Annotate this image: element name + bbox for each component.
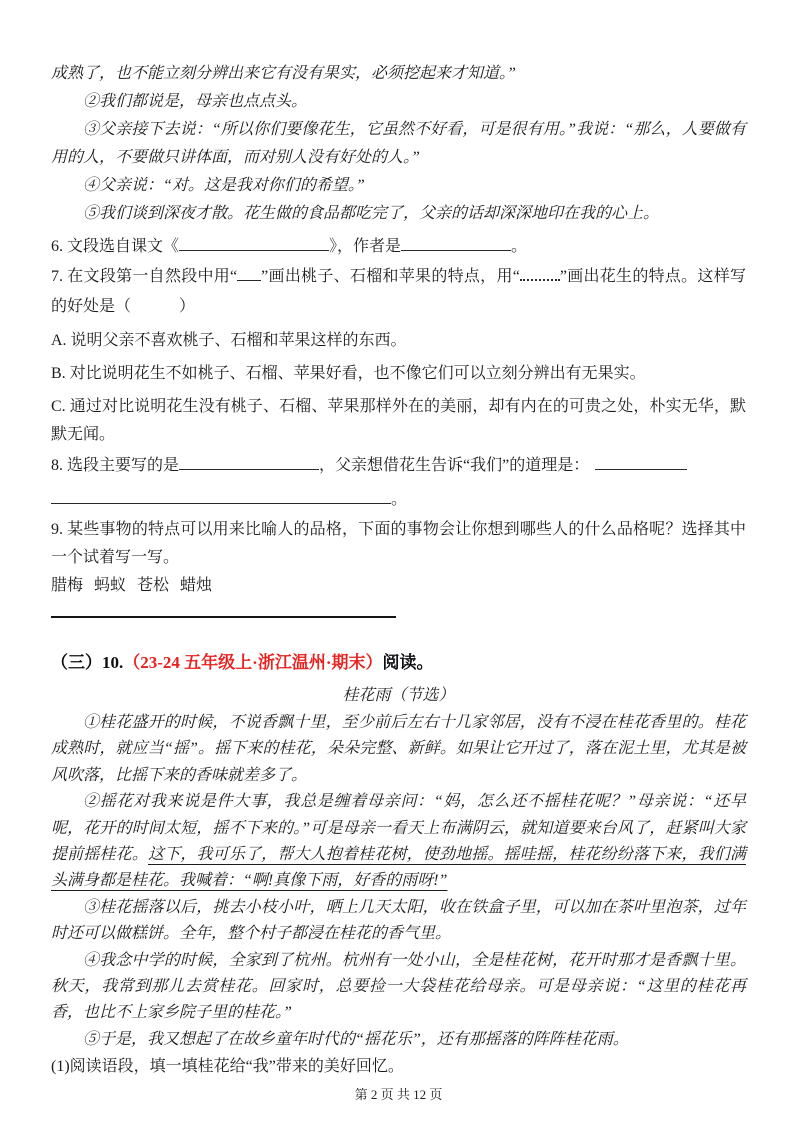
- answer-blank-lesson-continued: [51, 486, 391, 504]
- option-c: C. 通过对比说明花生没有桃子、石榴、苹果那样外在的美丽，却有内在的可贵之处，朴实无华，默默无闻。: [51, 398, 746, 443]
- passage-paragraph-3: ③桂花摇落以后，挑去小枝小叶，晒上几天太阳，收在铁盒子里，可以加在茶叶里泡茶，过年时还可以做糕饼。全年，整个村子都浸在桂花的香气里。: [51, 898, 746, 943]
- section-three-header: [51, 651, 746, 675]
- passage-paragraph-5: ⑤我们谈到深夜才散。花生做的食品都吃完了，父亲的话却深深地印在我的心上。: [83, 205, 660, 222]
- option-a: A. 说明父亲不喜欢桃子、石榴和苹果这样的东西。: [51, 332, 407, 349]
- passage-paragraph-5: ⑤于是，我又想起了在故乡童年时代的“摇花乐”，还有那摇落的阵阵桂花雨。: [83, 1030, 629, 1048]
- question-8-text: ，父亲想借花生告诉“我们”的道理是：: [319, 457, 590, 474]
- passage-paragraph-4: ④父亲说：“对。这是我对你们的希望。”: [83, 177, 365, 194]
- passage-paragraph-1: ①桂花盛开的时候，不说香飘十里，至少前后左右十几家邻居，没有不浸在桂花香里的。桂花成熟时，就应当“摇”。摇下来的桂花，朵朵完整、新鲜。如果让它开过了，落在泥土里，尤其是被风吹落，比摇下来的香味就差多了。: [51, 714, 746, 784]
- answer-blank-author: [401, 233, 511, 251]
- question-6-text: 。: [511, 238, 528, 255]
- page-number-footer: 第 2 页 共 12 页: [354, 1087, 443, 1103]
- passage-line: 成熟了，也不能立刻分辨出来它有没有果实，必须挖起来才知道。”: [51, 65, 516, 82]
- sub-question-1: (1)阅读语段，填一填桂花给“我”带来的美好回忆。: [51, 1058, 404, 1076]
- question-8-end: 。: [391, 491, 408, 508]
- answer-blank-lesson: [595, 452, 687, 470]
- solid-line-mark: [237, 263, 261, 281]
- answer-rule-line: [51, 616, 396, 618]
- question-7-text: 7. 在文段第一自然段中用“: [51, 268, 238, 285]
- section-three-label: （三）10.: [51, 653, 124, 672]
- passage-title: 桂花雨（节选）: [342, 687, 455, 704]
- passage-paragraph-4: ④我念中学的时候，全家到了杭州。杭州有一处小山，全是桂花树，花开时那才是香飘十里。秋天，我常到那儿去赏桂花。回家时，总要捡一大袋桂花给母亲。可是母亲说：“这里的桂花再香，也比不上家乡院子里的桂花。”: [51, 951, 746, 1022]
- question-7-text: ”画出花生的特点。这样写的好处是（ ）: [51, 268, 746, 315]
- question-9: 9. 某些事物的特点可以用来比喻人的品格，下面的事物会让你想到哪些人的什么品格呢？选择其中一个试着写一写。: [51, 521, 746, 566]
- passage-paragraph-3: ③父亲接下去说：“所以你们要像花生，它虽然不好看，可是很有用。”我说：“那么，人要做有用的人，不要做只讲体面，而对别人没有好处的人。”: [51, 121, 746, 166]
- dotted-line-mark: [520, 262, 560, 281]
- answer-blank-course-title: [179, 233, 329, 251]
- option-b: B. 对比说明花生不如桃子、石榴、苹果好看，也不像它们可以立刻分辨出有无果实。: [51, 365, 646, 382]
- exam-source-tag: （23-24 五年级上·浙江温州·期末）: [123, 653, 383, 672]
- section-three-suffix: 阅读。: [382, 653, 434, 672]
- paragraph-2-text: ②摇花对我来说是件大事，我总是缠着母亲问：“妈，怎么还不摇桂花呢？”母亲说：“还早呢，花开的时间太短，摇不下来的。”可是母亲一看天上布满阴云，就知道要来台风了，赶紧叫大家提前摇桂花。: [51, 793, 746, 864]
- underlined-sentence: 这下，我可乐了，帮大人抱着桂花树，使劲地摇。摇哇摇，桂花纷纷落下来，我们满头满身都是桂花。我喊着：“啊!真像下雨，好香的雨呀!”: [51, 846, 746, 890]
- passage-osmanthus: [51, 710, 746, 1053]
- passage-peanut: [51, 60, 746, 228]
- passage-paragraph-2: ②我们都说是，母亲也点点头。: [83, 93, 308, 110]
- question-6: [51, 231, 746, 262]
- passage-paragraph-2: [51, 789, 746, 895]
- question-6-text: 》，作者是: [329, 238, 402, 255]
- question-7: [51, 262, 746, 322]
- answer-blank-main-idea: [179, 452, 319, 470]
- question-8-continued: [51, 485, 746, 515]
- question-9-word-list: 腊梅 蚂蚁 苍松 蜡烛: [51, 577, 213, 594]
- question-8: [51, 451, 746, 481]
- question-8-text: 8. 选段主要写的是: [51, 457, 180, 474]
- question-6-text: 6. 文段选自课文《: [51, 238, 180, 255]
- question-7-options: [51, 327, 746, 449]
- question-7-text: ”画出桃子、石榴和苹果的特点，用“: [261, 268, 520, 285]
